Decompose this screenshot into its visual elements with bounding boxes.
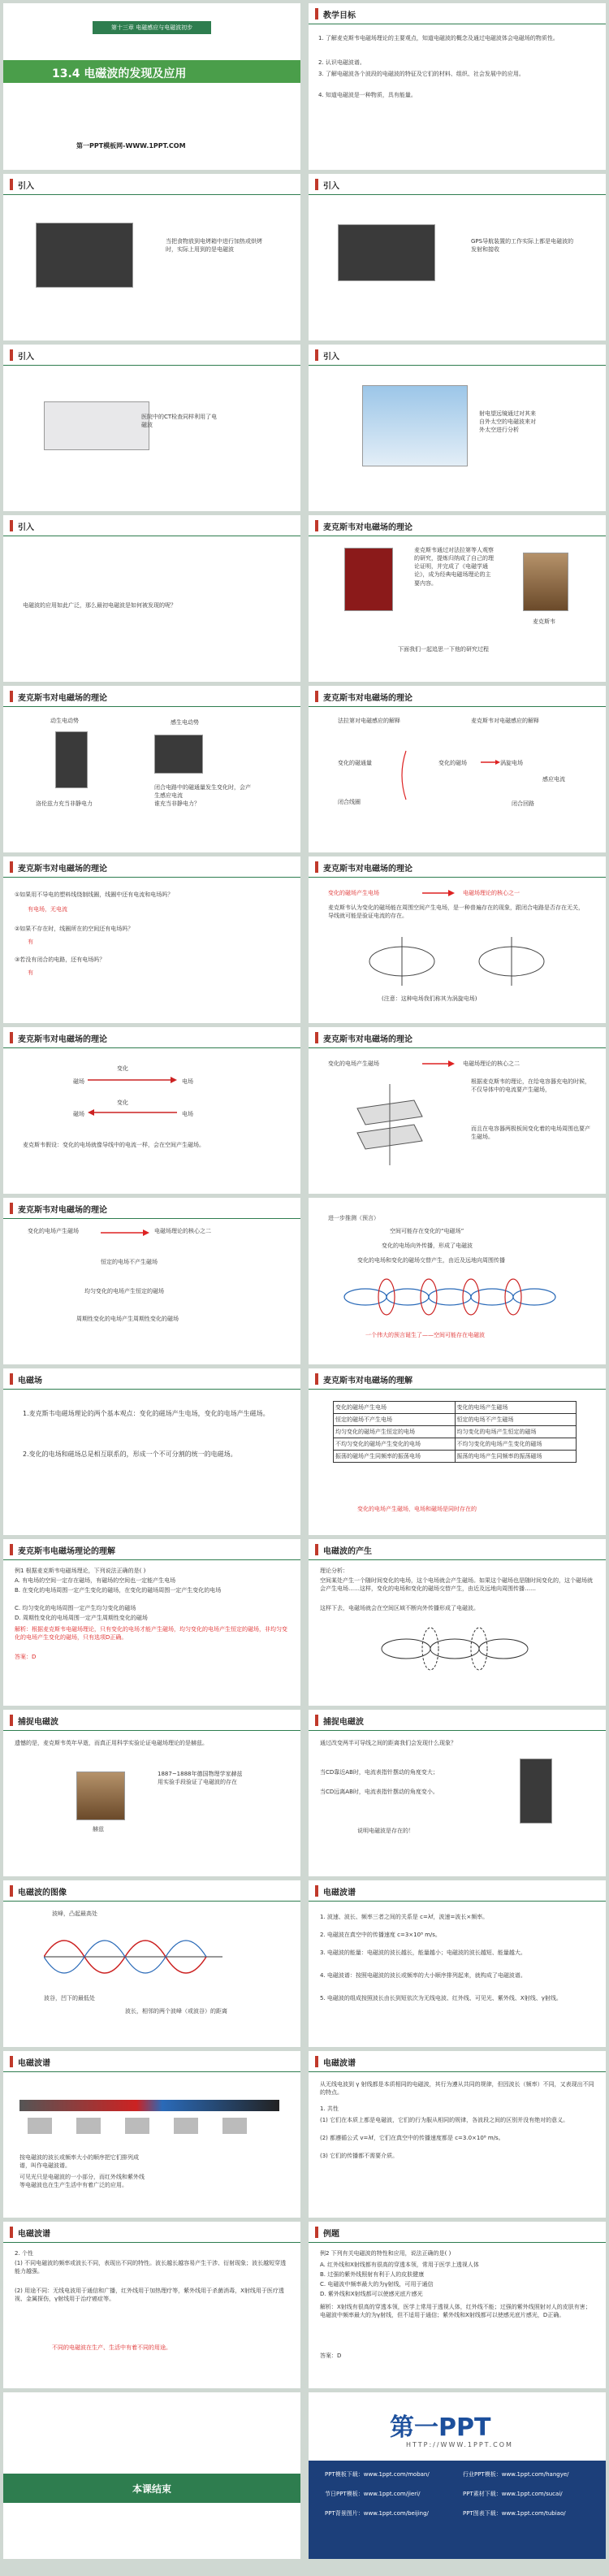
slide-core-two bbox=[3, 1027, 300, 1194]
slide-title-text: 麦克斯韦对电磁场的理论 bbox=[18, 865, 107, 874]
sine-wave-figure bbox=[44, 1924, 222, 1989]
experiment-question: 通过改变两半可导线之间的距离我们会发现什么现象？ bbox=[320, 1740, 456, 1746]
table-row bbox=[334, 1414, 577, 1426]
common-1: (1) 它们在本质上都是电磁波，它们的行为服从相同的规律，各波段之间的区别并没有绝对的意义。 bbox=[320, 2117, 569, 2123]
header-accent bbox=[315, 1885, 318, 1897]
header-accent bbox=[10, 2227, 13, 2238]
node-changing-field: 变化的磁场 bbox=[438, 760, 467, 766]
slide-header bbox=[309, 856, 606, 878]
slide-title-text: 例题 bbox=[323, 2230, 339, 2239]
header-accent bbox=[10, 349, 13, 361]
maxwell-label: 麦克斯韦对电磁感应的解释 bbox=[471, 718, 539, 724]
core-label: 电磁场理论的核心之二 bbox=[154, 1228, 211, 1234]
slide-header bbox=[3, 1368, 300, 1390]
table-cell: 振荡的电场产生同频率的振荡磁场 bbox=[455, 1451, 577, 1463]
header-accent bbox=[315, 1544, 318, 1555]
slide-prediction bbox=[309, 1198, 606, 1364]
label-electric-1: 电场 bbox=[182, 1078, 193, 1085]
coil-node: 闭合线圈 bbox=[338, 799, 361, 805]
q-lorentz: 洛伦兹力充当非静电力 bbox=[36, 800, 93, 807]
option: D. 周期性变化的电场周围一定产生周期性变化的磁场 bbox=[15, 1615, 148, 1621]
slide-core-one bbox=[309, 856, 606, 1023]
option: D. 紫外线和X射线都可以使感光底片感光 bbox=[320, 2291, 423, 2297]
figure-caption: (注意：这种电场我们称其为涡旋电场) bbox=[382, 995, 477, 1002]
slide-header bbox=[3, 856, 300, 878]
spectrum-note: 可见光只是电磁波的一小部分，而红外线和紫外线等电磁波也在生产生活中有着广泛的应用。 bbox=[19, 2174, 145, 2189]
spectrum-def: 按电磁波的波长或频率大小的顺序把它们排列成谱，叫作电磁波谱。 bbox=[19, 2154, 139, 2170]
portrait-caption: 赫兹 bbox=[93, 1826, 104, 1832]
em-propagation-figure bbox=[374, 1620, 544, 1677]
core-statement: 变化的电场产生磁场 bbox=[328, 1060, 379, 1067]
slide-title-text: 电磁波的图像 bbox=[18, 1889, 67, 1897]
slide-header bbox=[3, 515, 300, 536]
header-accent bbox=[315, 8, 318, 20]
slide-end bbox=[3, 2392, 300, 2559]
prediction-caption: 一个伟大的预言诞生了——空间可能存在电磁波 bbox=[365, 1332, 485, 1338]
credits-link[interactable]: PPT素材下载：www.1ppt.com/sucai/ bbox=[463, 2491, 563, 2497]
credits-link[interactable]: 行业PPT模板：www.1ppt.com/hangye/ bbox=[463, 2471, 569, 2478]
header-accent bbox=[315, 1373, 318, 1385]
node-vortex-field: 涡旋电场 bbox=[500, 760, 523, 766]
oven-photo bbox=[36, 223, 133, 288]
slide-thinking bbox=[3, 856, 300, 1023]
label-trough: 波谷，凹下的最低处 bbox=[44, 1995, 95, 2001]
prediction-title: 进一步推测（预言） bbox=[328, 1215, 379, 1221]
hertz-portrait bbox=[76, 1772, 125, 1820]
slide-header bbox=[309, 1027, 606, 1048]
fact-item: 4. 电磁波谱：按照电磁波的波长或频率的大小顺序排列起来，就构成了电磁波谱。 bbox=[320, 1972, 526, 1979]
slide-maxwell bbox=[309, 515, 606, 682]
arrow-left bbox=[88, 1108, 177, 1117]
slide-header bbox=[3, 1027, 300, 1048]
slide-header bbox=[309, 515, 606, 536]
intro-text: 射电望远镜通过对其来自外太空的电磁波来对外太空进行分析 bbox=[479, 410, 536, 434]
analysis-conclusion: 这样下去，电磁场就会在空间区域不断向外传播形成了电磁波。 bbox=[320, 1605, 479, 1611]
question-1: ①如果用不导电的塑料线绕制线圈，线圈中还有电流和电场吗？ bbox=[15, 891, 174, 898]
slide-title-text: 捕捉电磁波 bbox=[323, 1718, 364, 1727]
header-accent bbox=[10, 2056, 13, 2067]
prediction-line-3: 变化的电场和变化的磁场交替产生，由近及远地向周围传播 bbox=[357, 1257, 505, 1264]
rails-figure bbox=[55, 731, 88, 788]
slide-intro-telescope bbox=[309, 345, 606, 511]
faraday-label: 法拉第对电磁感应的解释 bbox=[338, 718, 400, 724]
vortex-field-figure bbox=[357, 933, 560, 990]
case-2: 均匀变化的电场产生恒定的磁场 bbox=[84, 1288, 164, 1295]
slide-credits bbox=[309, 2392, 606, 2559]
slide-header bbox=[3, 1539, 300, 1560]
credits-link[interactable]: PPT模板下载：www.1ppt.com/moban/ bbox=[325, 2471, 430, 2478]
credits-site: HTTP://WWW.1PPT.COM bbox=[406, 2441, 513, 2448]
portrait-caption: 麦克斯韦 bbox=[533, 618, 555, 625]
node-induced-current: 感应电流 bbox=[542, 776, 565, 783]
common-title: 1. 共性 bbox=[320, 2105, 339, 2112]
header-accent bbox=[315, 1715, 318, 1726]
slide-header bbox=[3, 686, 300, 707]
slide-header bbox=[309, 174, 606, 195]
end-text: 本课结束 bbox=[132, 2483, 171, 2495]
intro-text: GPS导航装置的工作实际上都是电磁波的发射和接收 bbox=[471, 238, 574, 254]
table-cell: 均匀变化的电场产生恒定的磁场 bbox=[455, 1426, 577, 1438]
site-label: 第一PPT模板网-WWW.1PPT.COM bbox=[76, 142, 186, 150]
slide-title-text: 麦克斯韦对电磁场的理论 bbox=[323, 694, 412, 703]
slide-title-text: 电磁场 bbox=[18, 1377, 42, 1386]
intro-text: 医院中的CT检查同样利用了电磁波 bbox=[141, 414, 218, 429]
book-label: 第十三章 电磁感应与电磁波初步 bbox=[93, 21, 211, 34]
slide-title-text: 引入 bbox=[18, 353, 34, 362]
slide-header bbox=[309, 1880, 606, 1902]
header-accent bbox=[315, 179, 318, 190]
header-accent bbox=[10, 1544, 13, 1555]
maxwell-portrait bbox=[523, 553, 568, 611]
header-accent bbox=[10, 1203, 13, 1214]
question-3: ③若没有闭合的电路，还有电场吗？ bbox=[15, 956, 106, 963]
prediction-line-1: 空间可能存在变化的“电磁场” bbox=[390, 1228, 464, 1234]
credits-logo: 第一PPT bbox=[390, 2413, 491, 2442]
spectrum-strip-figure bbox=[19, 2084, 279, 2140]
bottom-text: 下面我们一起追思一下他的研究过程 bbox=[398, 646, 489, 653]
slide-title-text: 麦克斯韦对电磁场的理论 bbox=[323, 523, 412, 532]
slide-spectrum-individual bbox=[3, 2222, 300, 2388]
slide-capture-wave bbox=[309, 1710, 606, 1876]
header-accent bbox=[10, 179, 13, 190]
apparatus-photo bbox=[520, 1759, 552, 1824]
option: C. 电磁波中频率最大的为γ射线，可用于通信 bbox=[320, 2281, 434, 2288]
slide-header bbox=[3, 1198, 300, 1219]
slide-header bbox=[309, 3, 606, 24]
core-statement: 变化的电场产生磁场 bbox=[28, 1228, 79, 1234]
slide-example-2 bbox=[309, 2222, 606, 2388]
point-2: 2.变化的电场和磁场总是相互联系的，形成一个不可分割的统一的电磁场。 bbox=[23, 1451, 237, 1458]
option: B. 在变化的电场周围一定产生变化的磁场，在变化的磁场周围一定产生变化的电场 bbox=[15, 1587, 222, 1594]
objective-item: 3. 了解电磁波各个波段的电磁波的特征及它们的材料、组织、社会发展中的应用。 bbox=[318, 71, 525, 77]
slide-header bbox=[309, 1539, 606, 1560]
slide-header bbox=[3, 2051, 300, 2072]
lesson-title: 13.4 电磁波的发现及应用 bbox=[52, 67, 187, 80]
slide-spectrum-chart bbox=[3, 2051, 300, 2218]
label-motional-emf: 动生电动势 bbox=[50, 718, 79, 724]
example-stem: 例2 下列有关电磁波的特性和应用，说法正确的是( ) bbox=[320, 2250, 451, 2257]
slide-intro-oven bbox=[3, 174, 300, 340]
question-2: ②如果不存在时，线圈所在的空间还有电场吗？ bbox=[15, 926, 134, 932]
slide-title-text: 电磁波谱 bbox=[18, 2230, 50, 2239]
slide-induction-explain bbox=[309, 686, 606, 852]
header-accent bbox=[10, 520, 13, 531]
solution: 解析：X射线有很高的穿透本领，医学上常用于透视人体，红外线不能；过强的紫外线照射对人的皮肤有害；电磁波中频率最大的为γ射线，但不适用于通信；紫外线和X射线都可以使感光底片感光，D正确。 bbox=[320, 2304, 591, 2319]
table-cell: 不均匀变化的电场产生变化的磁场 bbox=[455, 1438, 577, 1451]
label-wavelength: 波长，相邻的两个波峰（或波谷）的距离 bbox=[125, 2008, 227, 2014]
slide-title-text: 麦克斯韦对电磁场的理论 bbox=[18, 694, 107, 703]
slide-spectrum-common bbox=[309, 2051, 606, 2218]
objective-item: 2. 认识电磁波谱。 bbox=[318, 59, 365, 66]
option: C. 均匀变化的电场周围一定产生均匀变化的磁场 bbox=[15, 1605, 136, 1611]
core-label: 电磁场理论的核心之一 bbox=[463, 890, 520, 896]
arrow-icon bbox=[422, 889, 455, 897]
common-3: (3) 它们的传播都不需要介质。 bbox=[320, 2153, 399, 2159]
table-cell: 不均匀变化的磁场产生变化的电场 bbox=[334, 1438, 456, 1451]
individual-1: (1) 不同电磁波的频率或波长不同，表现出不同的特性。波长越长越容易产生干涉、衍射现象；波长越短穿透能力越强。 bbox=[15, 2260, 287, 2275]
book-cover-photo bbox=[344, 548, 393, 611]
slide-intro-question bbox=[3, 515, 300, 682]
slide-title-text: 电磁波谱 bbox=[18, 2059, 50, 2068]
node-closed-loop: 闭合回路 bbox=[512, 800, 534, 807]
slide-capacitor bbox=[309, 1027, 606, 1194]
capacitor-text-1: 根据麦克斯韦的理论，在给电容器充电的时候，不仅导体中的电流要产生磁场， bbox=[471, 1078, 590, 1094]
coil-photo bbox=[154, 735, 203, 774]
fact-item: 3. 电磁波的能量：电磁波的波长越长，能量越小；电磁波的波长越短、能量越大。 bbox=[320, 1949, 526, 1956]
header-accent bbox=[10, 861, 13, 873]
slide-header bbox=[3, 2222, 300, 2243]
header-accent bbox=[10, 1373, 13, 1385]
answer: 答案：D bbox=[320, 2353, 342, 2359]
example-stem: 例1 根据麦克斯韦电磁场理论，下列说法正确的是( ) bbox=[15, 1568, 146, 1574]
capacitor-text-2: 而且在电容器两极板间变化着的电场周围也要产生磁场。 bbox=[471, 1125, 590, 1141]
slide-em-wave-generation bbox=[309, 1539, 606, 1706]
header-accent bbox=[315, 2056, 318, 2067]
slide-hertz bbox=[3, 1710, 300, 1876]
slide-header bbox=[3, 174, 300, 195]
slide-title-text: 电磁波谱 bbox=[323, 2059, 356, 2068]
slide-example-1 bbox=[3, 1539, 300, 1706]
slide-title-text: 引入 bbox=[323, 182, 339, 191]
header-accent bbox=[315, 520, 318, 531]
label-induced-emf: 感生电动势 bbox=[171, 719, 199, 726]
slide-spectrum-facts bbox=[309, 1880, 606, 2047]
core-label: 电磁场理论的核心之二 bbox=[463, 1060, 520, 1067]
header-accent bbox=[10, 1032, 13, 1043]
slide-header bbox=[309, 345, 606, 366]
intro-question-text: 电磁波的应用如此广泛，那么最初电磁波是如何被发现的呢？ bbox=[23, 602, 176, 609]
solution: 解析：根据麦克斯韦电磁场理论，只有变化的电场才能产生磁场，均匀变化的电场产生恒定的磁场，非均匀变化的电场产生变化的磁场，只有选项D正确。 bbox=[15, 1626, 287, 1641]
option: A. 红外线和X射线都有很高的穿透本领，常用于医学上透视人体 bbox=[320, 2262, 479, 2268]
table-row bbox=[334, 1438, 577, 1451]
objective-item: 1. 了解麦克斯韦电磁场理论的主要观点，知道电磁波的概念及通过电磁波体会电磁场的物质性。 bbox=[318, 35, 559, 41]
slide-title bbox=[3, 3, 300, 170]
gps-photo bbox=[338, 224, 435, 281]
slide-title-text: 引入 bbox=[18, 182, 34, 191]
credits-link[interactable]: 节日PPT模板：www.1ppt.com/jieri/ bbox=[325, 2491, 421, 2497]
table-row bbox=[334, 1451, 577, 1463]
slide-title-text: 麦克斯韦电磁场理论的理解 bbox=[18, 1547, 115, 1556]
slide-title-text: 麦克斯韦对电磁场的理解 bbox=[323, 1377, 412, 1386]
common-2: (2) 都遵循公式 v=λf，它们在真空中的传播速度都是 c=3.0×10⁸ m/s。 bbox=[320, 2135, 504, 2141]
label-change-2: 变化 bbox=[117, 1099, 128, 1106]
hertz-intro: 遗憾的是，麦克斯韦英年早逝，而真正用科学实验论证电磁场理论的是赫兹。 bbox=[15, 1740, 208, 1746]
label-electric-2: 电场 bbox=[182, 1111, 193, 1117]
core-body: 麦克斯韦认为变化的磁场能在周围空间产生电场，是一种普遍存在的现象，跟闭合电路是否存在无关，导线就可能是验证电流的存在。 bbox=[328, 904, 584, 920]
slide-title-text: 麦克斯韦对电磁场的理论 bbox=[18, 1035, 107, 1044]
slide-title-text: 教学目标 bbox=[323, 11, 356, 20]
maxwell-text: 麦克斯韦通过对法拉第等人观察的研究，提炼归纳成了自己的理论证明，并完成了《电磁学通论》，成为经典电磁场理论的主要内容。 bbox=[414, 547, 494, 587]
slide-title-text: 捕捉电磁波 bbox=[18, 1718, 58, 1727]
table-row bbox=[334, 1426, 577, 1438]
slide-emf bbox=[3, 686, 300, 852]
slide-title-text: 麦克斯韦对电磁场的理论 bbox=[18, 1206, 107, 1215]
observation-2: 当CD远离AB时，电流表指针摆动的角度变小。 bbox=[320, 1789, 438, 1795]
slide-title-text: 引入 bbox=[18, 523, 34, 532]
arrow-icon bbox=[101, 1229, 149, 1237]
label-magnetic-2: 磁场 bbox=[73, 1111, 84, 1117]
label-crest: 波峰，凸起最高处 bbox=[52, 1910, 97, 1917]
slide-title-text: 电磁波谱 bbox=[323, 1889, 356, 1897]
point-1: 1.麦克斯韦电磁场理论的两个基本观点：变化的磁场产生电场，变化的电场产生磁场。 bbox=[23, 1410, 270, 1417]
table-cell: 振荡的磁场产生同频率的振荡电场 bbox=[334, 1451, 456, 1463]
credits-link[interactable]: PPT图表下载：www.1ppt.com/tubiao/ bbox=[463, 2510, 566, 2517]
flow-arrows bbox=[309, 686, 606, 852]
hertz-text: 1887~1888年德国物理学家赫兹用实验手段验证了电磁波的存在 bbox=[158, 1771, 243, 1786]
slide-objectives bbox=[309, 3, 606, 170]
option: B. 过强的紫外线照射有利于人的皮肤健康 bbox=[320, 2271, 425, 2278]
answer-3: 有 bbox=[28, 969, 33, 976]
individual-2: (2) 用途不同：无线电波用于通信和广播，红外线用于加热理疗等，紫外线用于杀菌消毒，X射线用于医疗透视、金属探伤，γ射线用于治疗癌症等。 bbox=[15, 2288, 284, 2303]
header-accent bbox=[10, 691, 13, 702]
header-accent bbox=[10, 1715, 13, 1726]
slide-title-text: 麦克斯韦对电磁场的理论 bbox=[323, 1035, 412, 1044]
fact-item: 5. 电磁波的组成按照波长由长到短依次为无线电波、红外线、可见光、紫外线、X射线、γ射线。 bbox=[320, 1995, 562, 2001]
slide-intro-gps bbox=[309, 174, 606, 340]
objective-item: 4. 知道电磁波是一种物质，具有能量。 bbox=[318, 92, 417, 98]
slide-header bbox=[309, 1710, 606, 1731]
table-cell: 变化的电场产生磁场 bbox=[455, 1402, 577, 1414]
slide-header bbox=[309, 2222, 606, 2243]
header-accent bbox=[315, 1032, 318, 1043]
hypothesis: 麦克斯韦假设：变化的电场就像导线中的电流一样，会在空间产生磁场。 bbox=[23, 1142, 205, 1148]
slide-title-text: 引入 bbox=[323, 353, 339, 362]
table-cell: 恒定的电场不产生磁场 bbox=[455, 1414, 577, 1426]
answer-1: 有电场，无电流 bbox=[28, 906, 67, 913]
fact-item: 1. 波速、波长、频率三者之间的关系是 c=λf，波速=波长×频率。 bbox=[320, 1914, 489, 1920]
case-1: 恒定的电场不产生磁场 bbox=[101, 1259, 158, 1265]
slide-title-text: 麦克斯韦对电磁场的理论 bbox=[323, 865, 412, 874]
slide-header bbox=[3, 1710, 300, 1731]
slide-header bbox=[3, 1880, 300, 1902]
arrow-icon bbox=[422, 1060, 455, 1068]
slide-header bbox=[3, 345, 300, 366]
intro-text: 当把食物放到电烤箱中进行加热或烘烤时，实际上用到的是电磁波 bbox=[166, 238, 262, 254]
credits-link[interactable]: PPT背景图片：www.1ppt.com/beijing/ bbox=[325, 2510, 429, 2517]
slide-understanding-table bbox=[309, 1368, 606, 1535]
label-magnetic-1: 磁场 bbox=[73, 1078, 84, 1085]
answer: 答案：D bbox=[15, 1654, 37, 1660]
fact-item: 2. 电磁波在真空中的传播速度 c=3×10⁸ m/s。 bbox=[320, 1932, 441, 1938]
table-note: 变化的电场产生磁场，电场和磁场是同时存在的 bbox=[357, 1506, 477, 1512]
analysis-title: 理论分析： bbox=[320, 1568, 348, 1574]
ct-photo bbox=[44, 401, 149, 450]
slide-em-field bbox=[3, 1368, 300, 1535]
table-cell: 恒定的磁场不产生电场 bbox=[334, 1414, 456, 1426]
header-accent bbox=[315, 2227, 318, 2238]
table-row bbox=[334, 1402, 577, 1414]
answer-2: 有 bbox=[28, 939, 33, 945]
slide-header bbox=[309, 1368, 606, 1390]
individual-note: 不同的电磁波在生产、生活中有着不同的用途。 bbox=[52, 2344, 171, 2351]
prediction-line-2: 变化的电场向外传播，形成了电磁波 bbox=[382, 1242, 473, 1249]
core-statement: 变化的磁场产生电场 bbox=[328, 890, 379, 896]
arrow-right bbox=[88, 1076, 177, 1084]
slide-header bbox=[309, 2051, 606, 2072]
slide-wave-image bbox=[3, 1880, 300, 2047]
case-3: 周期性变化的电场产生周期性变化的磁场 bbox=[76, 1316, 179, 1322]
telescope-photo bbox=[362, 385, 468, 466]
slide-intro-ct bbox=[3, 345, 300, 511]
slide-field-cases bbox=[3, 1198, 300, 1364]
slide-title-text: 电磁波的产生 bbox=[323, 1547, 372, 1556]
header-accent bbox=[10, 1885, 13, 1897]
header-accent bbox=[315, 349, 318, 361]
common-intro: 从无线电波到 γ 射线都是本质相同的电磁波，其行为遵从共同的规律，但因波长（频率）不同，又表现出不同的特点。 bbox=[320, 2081, 594, 2097]
experiment-conclusion: 说明电磁波是存在的！ bbox=[357, 1828, 414, 1834]
observation-1: 当CD靠近AB时，电流表指针摆动的角度变大； bbox=[320, 1769, 438, 1776]
table-cell: 变化的磁场产生电场 bbox=[334, 1402, 456, 1414]
q-nonstatic: 闭合电路中的磁通量发生变化时，会产生感应电流 谁充当非静电力？ bbox=[154, 784, 251, 808]
individual-title: 2. 个性 bbox=[15, 2250, 33, 2257]
label-change-1: 变化 bbox=[117, 1065, 128, 1072]
relation-table bbox=[333, 1401, 577, 1463]
header-accent bbox=[315, 861, 318, 873]
capacitor-figure bbox=[341, 1084, 438, 1165]
analysis-body: 空间某处产生一个随时间变化的电场，这个电场就会产生磁场。如果这个磁场也是随时间变化的，这个磁场就会产生电场……这样，变化的电场和变化的磁场交替产生，由近及远地向周围传播…… bbox=[320, 1577, 593, 1593]
em-wave-chain-figure bbox=[341, 1273, 577, 1321]
table-cell: 均匀变化的磁场产生恒定的电场 bbox=[334, 1426, 456, 1438]
flux-node: 变化的磁通量 bbox=[338, 760, 372, 766]
option: A. 有电场的空间一定存在磁场，有磁场的空间也一定能产生电场 bbox=[15, 1577, 176, 1584]
